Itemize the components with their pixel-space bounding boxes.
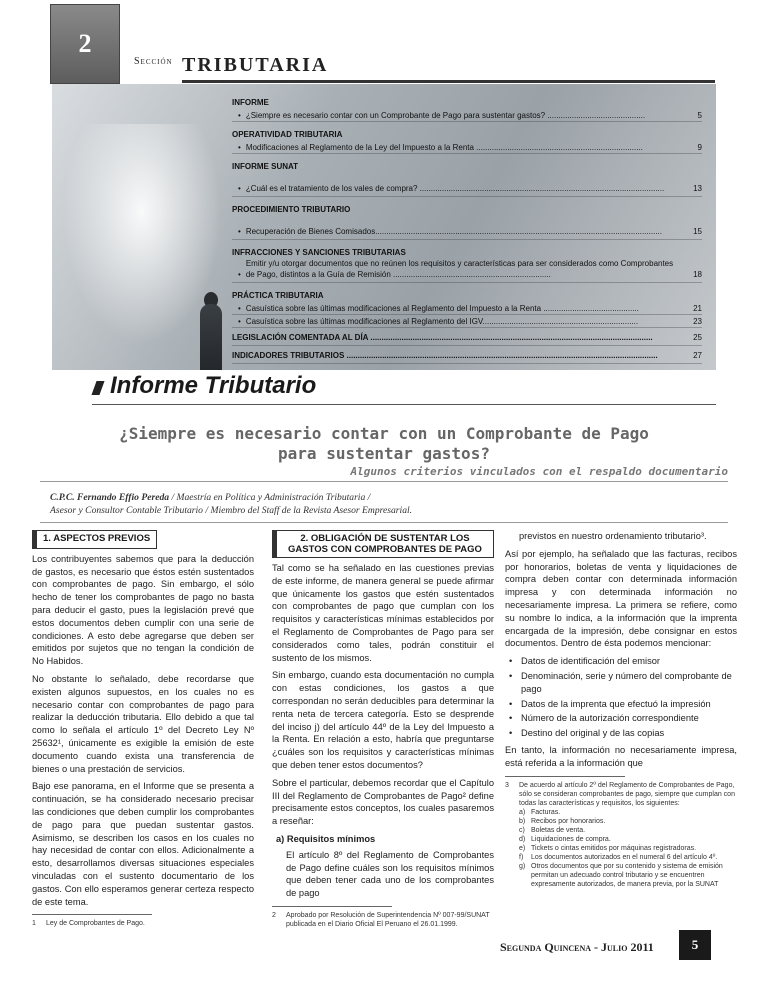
toc-category: OPERATIVIDAD TRIBUTARIA	[232, 130, 343, 139]
toc-entry-page: 23	[693, 317, 702, 326]
divider	[40, 522, 728, 523]
paragraph: El artículo 8º del Reglamento de Comprobantes de Pago define cuáles son los requisitos mínimos que deben tener cada uno de los comprobantes de pago	[286, 849, 494, 899]
article-subtitle: Algunos criterios vinculados con el respaldo documentario	[350, 465, 728, 478]
footnote-list-item	[519, 808, 737, 817]
toc-entry-title: Casuística sobre las últimas modificaciones al Reglamento del IGV......................................................................	[245, 317, 639, 326]
list-item	[505, 670, 737, 696]
toc-entry-page: 18	[693, 270, 702, 279]
footnote-list-text: Boletas de venta.	[531, 826, 586, 834]
toc-entry-title: ¿Siempre es necesario contar con un Comprobante de Pago para sustentar gastos? ............................................	[245, 111, 646, 120]
toc-entry-page: 15	[693, 227, 702, 236]
toc-entry-title: LEGISLACIÓN COMENTADA AL DÍA ...............................................................................................................................	[232, 333, 653, 342]
author-name: C.P.C. Fernando Effio Pereda	[50, 492, 170, 503]
footnote-list-item	[519, 817, 737, 826]
footnote-list-key: a)	[519, 808, 526, 816]
footnote-list-key: d)	[519, 835, 526, 843]
toc-entry[interactable]	[232, 348, 702, 364]
issue-label: Segunda Quincena - Julio 2011	[500, 940, 654, 954]
heading-rule	[92, 404, 716, 405]
footnote-list-item	[519, 862, 737, 889]
footnote-text: Ley de Comprobantes de Pago.	[46, 920, 145, 928]
article-title	[40, 424, 728, 464]
article-title-line1: ¿Siempre es necesario contar con un Comprobante de Pago	[119, 424, 649, 443]
toc-category: PRÁCTICA TRIBUTARIA	[232, 291, 324, 300]
toc-entry-page: 9	[697, 143, 702, 152]
section-label: Sección	[134, 56, 173, 67]
bullet-list	[505, 655, 737, 740]
author-role-2: Asesor y Consultor Contable Tributario / Miembro del Staff de la Revista Asesor Empresarial.	[50, 505, 413, 516]
paragraph: Sin embargo, cuando esta documentación no cumpla con estas condiciones, los gastos a que correspondan no serán deducibles para determinar la renta neta de tercera categoría. Esto se desprende del inciso j) del artículo 44º de la Ley del Impuesto a la Renta. En relación a esto, habría que preguntarse ¿cuáles son los requisitos y características mínimas que deben tener estos documentos?	[272, 670, 494, 770]
paragraph: Los contribuyentes sabemos que para la deducción de gastos, es necesario que éstos estén sustentados con comprobantes de pago. Sin embargo, el sólo hecho de tener los comprobantes de pago no basta para deducir el gasto, pues la legislación prevé que estos documentos deben cumplir con una serie de condiciones. A esto debe agregarse que deben ser emitidos por sujetos que no tengan la condición de No Habidos.	[32, 553, 254, 667]
footnote-text: De acuerdo al artículo 2º del Reglamento de Comprobantes de Pago, sólo se consideran comprobantes de pago, siempre que cumplan con todas las características y requisitos, los siguientes:	[519, 781, 735, 807]
footnote-rule	[32, 914, 152, 915]
bullet-icon: •	[509, 713, 513, 724]
footnote-list-item	[519, 826, 737, 835]
column-1	[32, 530, 254, 928]
divider	[40, 481, 728, 482]
paragraph: Sobre el particular, debemos recordar que el Capítulo III del Reglamento de Comprobantes de Pago² define precisamente estos conceptos, los cuales pasaremos a reseñar:	[272, 777, 494, 827]
toc-panel	[52, 84, 716, 370]
section-number: 2	[50, 4, 120, 84]
bullet-icon: •	[509, 698, 513, 709]
toc-entry-page: 27	[693, 351, 702, 360]
footnote-list-text: Recibos por honorarios.	[531, 817, 606, 825]
bullet-icon: •	[238, 227, 241, 236]
bullet-icon: •	[238, 270, 241, 279]
toc-entry-title: Modificaciones al Reglamento de la Ley del Impuesto a la Renta ...........................................................................	[245, 143, 643, 152]
toc-entry[interactable]	[232, 216, 702, 240]
bullet-icon: •	[509, 656, 513, 667]
table-of-contents	[232, 96, 702, 364]
brush-mark-icon	[91, 381, 104, 395]
footnote-2	[272, 911, 494, 929]
list-item	[505, 712, 737, 725]
paragraph: Así por ejemplo, ha señalado que las facturas, recibos por honorarios, boletas de venta y liquidaciones de compra deben contar con determinada información impresa y con determinada información no necesariamente impresa. La primera se refiere, como su nombre lo indica, a la información que la imprenta encargada de la impresión, debe consignar en estos documentos. Dentro de ésta podemos mencionar:	[505, 548, 737, 649]
list-item-text: Denominación, serie y número del comprobante de pago	[521, 670, 732, 694]
toc-entry-title: Casuística sobre las últimas modificaciones al Reglamento del Impuesto a la Renta ...........................................	[245, 304, 639, 313]
footnote-list-key: g)	[519, 862, 526, 870]
footnote-list-text: Los documentos autorizados en el numeral 6 del artículo 4º.	[531, 853, 718, 861]
list-item-text: Destino del original y de las copias	[521, 728, 665, 739]
footnote-number: 3	[505, 781, 509, 789]
toc-entry-title: INDICADORES TRIBUTARIOS ............................................................................................................................................	[232, 351, 658, 360]
toc-category: PROCEDIMIENTO TRIBUTARIO	[232, 205, 351, 214]
footnote-list-key: c)	[519, 826, 525, 834]
list-item	[505, 698, 737, 711]
toc-entry[interactable]	[232, 141, 702, 154]
paragraph: previstos en nuestro ordenamiento tributario³.	[519, 531, 707, 541]
toc-category: INFORME	[232, 98, 269, 107]
bullet-icon: •	[509, 728, 513, 739]
list-item-text: Datos de la imprenta que efectuó la impresión	[521, 698, 711, 709]
toc-entry-title: ¿Cuál es el tratamiento de los vales de compra? ..............................................................................................................	[245, 184, 665, 193]
footnote-list	[505, 808, 737, 889]
footnote-number: 2	[272, 911, 276, 919]
footnote-list-text: Tickets o cintas emitidos por máquinas registradoras.	[531, 844, 697, 852]
toc-entry[interactable]	[232, 109, 702, 122]
toc-entry-page: 13	[693, 184, 702, 193]
background-photo	[62, 124, 222, 344]
toc-entry[interactable]	[232, 330, 702, 346]
footnote-list-text: Otros documentos que por su contenido y sistema de emisión permitan un adecuado control tributario y se encuentren expresamente autorizados, de manera previa, por la SUNAT	[531, 862, 723, 888]
toc-entry-title: Emitir y/u otorgar documentos que no reúnen los requisitos y características para ser considerados como Comprobantes de Pago, distintos a la Guía de Remisión .......................................................................	[245, 259, 674, 279]
footnote-list-text: Liquidaciones de compra.	[531, 835, 611, 843]
subheading-requisitos: a) Requisitos mínimos	[276, 833, 376, 844]
bullet-icon: •	[238, 111, 241, 120]
bullet-icon: •	[238, 304, 241, 313]
toc-entry[interactable]	[232, 259, 702, 283]
column-3	[505, 530, 737, 889]
footnote-list-key: f)	[519, 853, 524, 861]
footnote-3	[505, 781, 737, 808]
footnote-rule	[505, 776, 625, 777]
footnote-list-key: b)	[519, 817, 526, 825]
list-item	[505, 727, 737, 740]
footnote-list-item	[519, 844, 737, 853]
footnote-list-item	[519, 835, 737, 844]
toc-entry-page: 25	[693, 333, 702, 342]
person-figure	[200, 304, 222, 370]
toc-category: INFRACCIONES Y SANCIONES TRIBUTARIAS	[232, 248, 406, 257]
paragraph: Bajo ese panorama, en el Informe que se presenta a continuación, se ha considerado necesario precisar las condiciones que deben cumplir los comprobantes de pago para que puedan sustentar gastos. Asimismo, se describen los casos en los cuales no hay necesidad de contar con ellos. Adicionalmente a esto, desarrollamos diversas situaciones especiales vinculadas con el sustento documentario de los gastos. Con ello esperamos generar certeza respecto de este tema.	[32, 781, 254, 907]
toc-category: INFORME SUNAT	[232, 162, 299, 171]
footnote-1	[32, 919, 254, 928]
author-byline	[50, 491, 670, 517]
footnote-number: 1	[32, 920, 36, 928]
column-2	[272, 530, 494, 929]
bullet-icon: •	[238, 143, 241, 152]
article-title-line2: para sustentar gastos?	[278, 444, 490, 463]
toc-entry-page: 21	[693, 304, 702, 313]
toc-entry[interactable]	[232, 173, 702, 197]
toc-entry-page: 5	[697, 111, 702, 120]
toc-entry[interactable]	[232, 302, 702, 315]
bullet-icon: •	[238, 317, 241, 326]
list-item	[505, 655, 737, 668]
list-item-text: Datos de identificación del emisor	[521, 656, 661, 667]
section-title: TRIBUTARIA	[182, 54, 329, 76]
footnote-list-text: Facturas.	[531, 808, 561, 816]
section-heading-2: 2. OBLIGACIÓN DE SUSTENTAR LOS GASTOS CON COMPROBANTES DE PAGO	[272, 530, 494, 558]
page-number: 5	[679, 930, 711, 960]
bullet-icon: •	[238, 184, 241, 193]
bullet-icon: •	[509, 670, 513, 681]
footnote-list-key: e)	[519, 844, 526, 852]
section-heading-1: 1. ASPECTOS PREVIOS	[32, 530, 157, 549]
toc-entry[interactable]	[232, 315, 702, 328]
toc-entry-title: Recuperación de Bienes Comisados.................................................................................................................................	[245, 227, 662, 236]
list-item-text: Número de la autorización correspondiente	[521, 713, 699, 724]
footnote-rule	[272, 906, 392, 907]
paragraph: No obstante lo señalado, debe recordarse que existen algunos supuestos, en los cuales no es necesario contar con comprobantes de pago para realizar la deducción tributaria. Ello debido a que tal como lo señala el artículo 1º del Decreto Ley Nº 25632¹, únicamente es exigible la emisión de este documento cuando exista una transferencia de bienes o una prestación de servicios.	[32, 673, 254, 774]
footnote-text: Aprobado por Resolución de Superintendencia Nº 007-99/SUNAT publicada en el Diario Oficial El Peruano el 26.01.1999.	[286, 911, 490, 928]
paragraph: En tanto, la información no necesariamente impresa, está referida a la información que	[505, 744, 737, 768]
paragraph: Tal como se ha señalado en las cuestiones previas de este informe, de manera general se puede afirmar que únicamente los gastos que estén sustentados con comprobantes de pago que cumplan con los requisitos y características mínimas establecidos por el Reglamento de Comprobantes de Pago para ser considerados como tales, podrán constituir el sustento de los mismos.	[272, 563, 494, 663]
section-heading: Informe Tributario	[110, 372, 317, 399]
header-rule	[182, 80, 715, 83]
footnote-list-item	[519, 853, 737, 862]
author-role: / Maestría en Política y Administración Tributaria /	[169, 492, 371, 503]
